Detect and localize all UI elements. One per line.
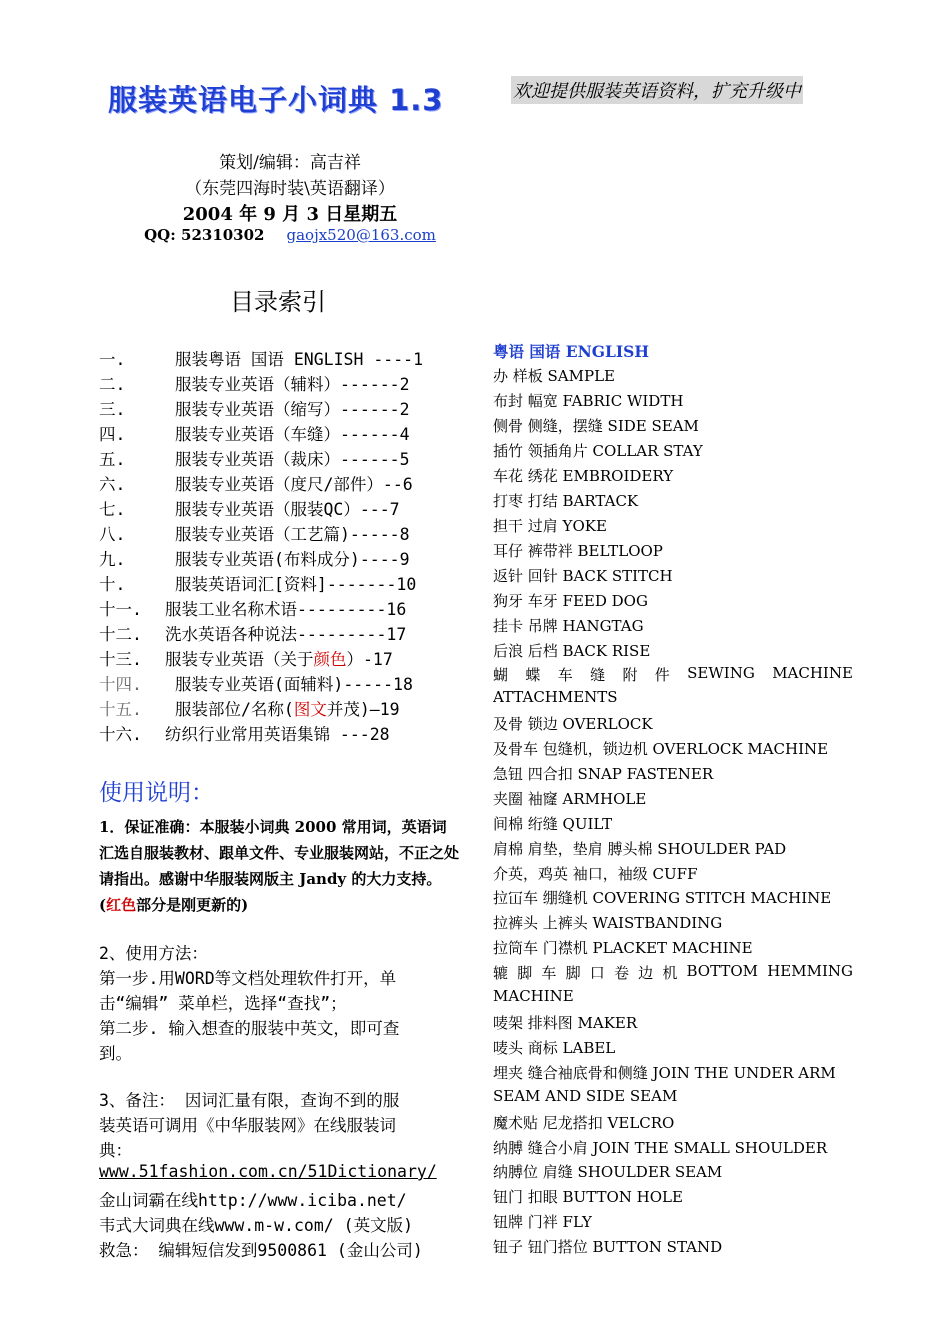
dictionary-entry: 打枣 打结 BARTACK [493, 492, 639, 510]
toc-label: 服装英语词汇[资料]-------10 [175, 575, 417, 594]
mw-link[interactable]: 韦式大词典在线www.m-w.com/ (英文版) [99, 1216, 414, 1235]
entry-part: 脚 [517, 964, 533, 982]
entry-part: 机 [662, 964, 678, 982]
toc-label: 服装粤语 国语 ENGLISH ----1 [175, 350, 424, 369]
toc-number: 三. [99, 400, 126, 419]
toc-label: 并茂)—19 [326, 700, 400, 719]
dictionary-entry: 车花 绣花 EMBROIDERY [493, 467, 674, 485]
toc-item[interactable] [99, 546, 410, 571]
toc-item[interactable] [99, 621, 406, 646]
toc-number: 六. [99, 475, 126, 494]
toc-title: 目录索引 [230, 288, 326, 316]
date-line: 2004 年 9 月 3 日星期五 [182, 204, 398, 225]
dictionary-entry: 夹圈 袖窿 ARMHOLE [493, 790, 647, 808]
dictionary-entry: 拉冚车 绷缝机 COVERING STITCH MACHINE [493, 889, 832, 907]
toc-label: ）-17 [346, 650, 393, 669]
toc-item[interactable] [99, 346, 423, 371]
toc-label: 服装专业英语（缩写）------2 [175, 400, 410, 419]
method-step: 到。 [99, 1044, 132, 1063]
toc-item[interactable] [99, 371, 410, 396]
toc-number: 十四. [99, 675, 142, 694]
entry-part: 缝 [590, 666, 606, 684]
toc-number: 八. [99, 525, 126, 544]
dictionary-entry: 及骨车 包缝机，锁边机 OVERLOCK MACHINE [493, 740, 829, 758]
toc-item[interactable] [99, 496, 400, 521]
method-step: 第一步.用WORD等文档处理软件打开，单 [99, 969, 397, 988]
toc-item[interactable] [99, 596, 406, 621]
dictionary-entry: 耳仔 裤带袢 BELTLOOP [493, 542, 663, 560]
entry-part: HEMMING [767, 962, 853, 980]
toc-item[interactable] [99, 471, 413, 496]
toc-item[interactable] [99, 396, 410, 421]
dictionary-entry: 插竹 领插角片 COLLAR STAY [493, 442, 703, 460]
dictionary-entry: 侧骨 侧缝，摆缝 SIDE SEAM [493, 417, 699, 435]
entry-part: 蝶 [525, 666, 541, 684]
dictionary-entry: 唛架 排料图 MAKER [493, 1014, 638, 1032]
toc-label-highlight: 颜色 [313, 650, 347, 669]
toc-item[interactable] [99, 571, 416, 596]
dictionary-entry: 后浪 后档 BACK RISE [493, 642, 651, 660]
toc-number: 七. [99, 500, 126, 519]
dictionary-entry [493, 962, 853, 987]
welcome-note: 欢迎提供服装英语资料，扩充升级中 [511, 76, 803, 104]
dictionary-entry: 钮牌 门袢 FLY [493, 1213, 592, 1231]
entry-part: BOTTOM [686, 962, 759, 980]
remark-line: 典： [99, 1141, 132, 1160]
entry-part: SEWING [687, 664, 755, 682]
dictionary-entry: 纳膊 缝合小肩 JOIN THE SMALL SHOULDER [493, 1139, 828, 1157]
dictionary-entry: 布封 幅宽 FABRIC WIDTH [493, 392, 684, 410]
toc-label: 洗水英语各种说法---------17 [165, 625, 407, 644]
dictionary-header: 粤语 国语 ENGLISH [493, 342, 649, 361]
note-highlight: 红色 [106, 896, 137, 914]
entry-part: 蝴 [493, 666, 509, 684]
iciba-link[interactable]: 金山词霸在线http://www.iciba.net/ [99, 1191, 407, 1210]
dictionary-entry: 钮子 钮门搭位 BUTTON STAND [493, 1238, 723, 1256]
toc-number: 十五. [99, 700, 142, 719]
dictionary-entry: 及骨 锁边 OVERLOCK [493, 715, 653, 733]
toc-number: 十三. [99, 650, 142, 669]
method-step: 击“编辑” 菜单栏，选择“查找”； [99, 994, 347, 1013]
dictionary-entry: 返针 回针 BACK STITCH [493, 567, 673, 585]
toc-label: 服装部位/名称( [175, 700, 294, 719]
contact-line [100, 226, 480, 244]
entry-part: 件 [654, 666, 670, 684]
toc-label: 服装专业英语(面辅料)-----18 [175, 675, 413, 694]
dictionary-entry [493, 664, 853, 689]
dictionary-entry: 办 样板 SAMPLE [493, 367, 616, 385]
entry-part: 车 [557, 666, 573, 684]
toc-label: 服装专业英语（裁床）------5 [175, 450, 410, 469]
toc-label: 服装专业英语（车缝）------4 [175, 425, 410, 444]
sms-help-line: 救急： 编辑短信发到9500861 (金山公司) [99, 1241, 423, 1260]
toc-label: 服装工业名称术语---------16 [165, 600, 407, 619]
toc-item[interactable] [99, 721, 390, 746]
dictionary-entry: 间棉 绗缝 QUILT [493, 815, 613, 833]
entry-part: 卷 [613, 964, 629, 982]
toc-item[interactable] [99, 646, 393, 671]
note-text: 部分是刚更新的) [136, 896, 249, 914]
dictionary-entry-continued: SEAM AND SIDE SEAM [493, 1087, 678, 1105]
entry-part: 脚 [565, 964, 581, 982]
toc-item[interactable] [99, 696, 400, 721]
dictionary-link[interactable]: www.51fashion.com.cn/51Dictionary/ [99, 1162, 437, 1181]
toc-number: 十. [99, 575, 126, 594]
dictionary-entry: 唛头 商标 LABEL [493, 1039, 616, 1057]
toc-number: 四. [99, 425, 126, 444]
dictionary-entry: 担干 过肩 YOKE [493, 517, 607, 535]
entry-part: 车 [541, 964, 557, 982]
usage-title: 使用说明： [99, 780, 214, 806]
editor-line: 策划/编辑：高吉祥 [219, 153, 361, 173]
toc-item[interactable] [99, 671, 413, 696]
email-link[interactable]: gaojx520@163.com [286, 226, 436, 244]
toc-number: 五. [99, 450, 126, 469]
toc-number: 十六. [99, 725, 142, 744]
dictionary-entry: 埋夹 缝合袖底骨和侧缝 JOIN THE UNDER ARM [493, 1064, 836, 1082]
dictionary-entry: 纳膊位 肩缝 SHOULDER SEAM [493, 1163, 723, 1181]
toc-label: 纺织行业常用英语集锦 ---28 [165, 725, 390, 744]
dictionary-entry: 拉筒车 门襟机 PLACKET MACHINE [493, 939, 753, 957]
toc-item[interactable] [99, 521, 410, 546]
entry-part: 边 [638, 964, 654, 982]
dictionary-entry-continued: MACHINE [493, 987, 574, 1005]
toc-label: 服装专业英语（关于 [165, 650, 314, 669]
qq-number: QQ: 52310302 [144, 226, 265, 244]
toc-label-highlight: 图文 [293, 700, 327, 719]
toc-item[interactable] [99, 421, 410, 446]
dictionary-entry-continued: ATTACHMENTS [493, 688, 618, 706]
entry-part: 附 [622, 666, 638, 684]
method-step: 第二步. 输入想查的服装中英文，即可查 [99, 1019, 400, 1038]
toc-item[interactable] [99, 446, 410, 471]
toc-number: 九. [99, 550, 126, 569]
company-line: （东莞四海时装\英语翻译） [185, 179, 395, 199]
remark-line: 3、备注： 因词汇量有限，查询不到的服 [99, 1091, 400, 1110]
toc-number: 十一. [99, 600, 142, 619]
dictionary-entry: 魔术贴 尼龙搭扣 VELCRO [493, 1114, 675, 1132]
dictionary-entry: 钮门 扣眼 BUTTON HOLE [493, 1188, 683, 1206]
entry-part: MACHINE [772, 664, 853, 682]
toc-label: 服装专业英语(布料成分)----9 [175, 550, 410, 569]
entry-part: 口 [589, 964, 605, 982]
note-text: 1．保证准确：本服装小词典 2000 常用词，英语词汇选自服装教材、跟单文件、专业服装网站，不正之处请指出。感谢中华服装网版主 Jandy 的大力支持。( [99, 818, 460, 914]
toc-label: 服装专业英语（度尺/部件）--6 [175, 475, 413, 494]
toc-number: 一. [99, 350, 126, 369]
toc-label: 服装专业英语（服装QC）---7 [175, 500, 400, 519]
toc-number: 十二. [99, 625, 142, 644]
entry-part: 辘 [493, 964, 509, 982]
usage-note-1 [99, 814, 461, 918]
remark-line: 装英语可调用《中华服装网》在线服装词 [99, 1116, 396, 1135]
page-title: 服装英语电子小词典 1.3 [108, 83, 444, 117]
toc-number: 二. [99, 375, 126, 394]
dictionary-entry: 介英，鸡英 袖口，袖级 CUFF [493, 865, 698, 883]
toc-label: 服装专业英语（辅料）------2 [175, 375, 410, 394]
toc-label: 服装专业英语（工艺篇)-----8 [175, 525, 410, 544]
dictionary-entry: 挂卡 吊牌 HANGTAG [493, 617, 644, 635]
dictionary-entry: 急钮 四合扣 SNAP FASTENER [493, 765, 714, 783]
method-title: 2、使用方法： [99, 944, 208, 963]
dictionary-entry: 狗牙 车牙 FEED DOG [493, 592, 648, 610]
dictionary-entry: 拉裤头 上裤头 WAISTBANDING [493, 914, 723, 932]
dictionary-entry: 肩棉 肩垫，垫肩 膊头棉 SHOULDER PAD [493, 840, 787, 858]
